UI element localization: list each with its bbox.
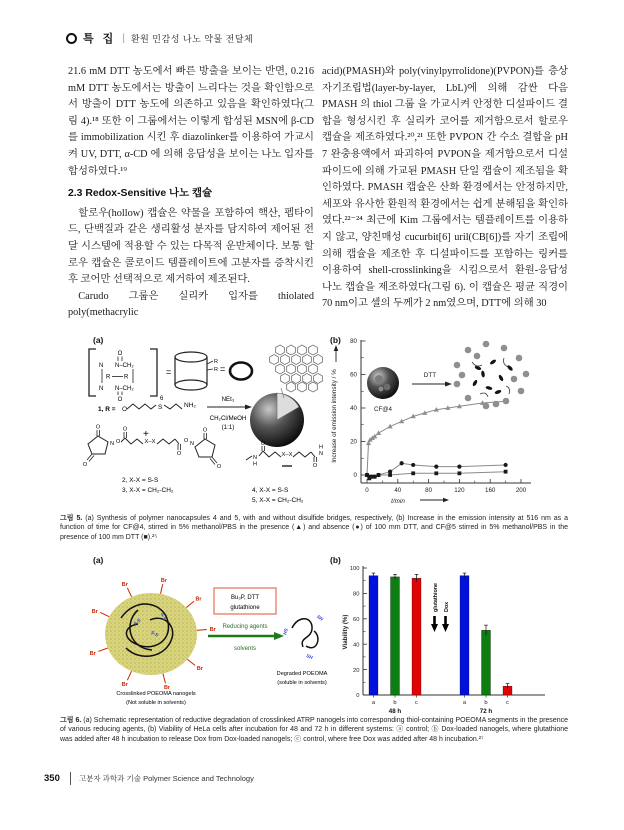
svg-text:DTT: DTT xyxy=(423,372,437,379)
svg-text:glutathione: glutathione xyxy=(230,605,260,611)
figure6a-schematic xyxy=(66,566,331,716)
figure5-caption-label: 그림 5. xyxy=(60,515,83,522)
svg-text:N: N xyxy=(253,455,257,461)
cucurbituril-unit xyxy=(89,349,164,403)
figure6-caption xyxy=(60,716,568,744)
svg-text:NEt₃: NEt₃ xyxy=(221,396,235,403)
svg-text:6: 6 xyxy=(160,396,164,402)
reaction-arrow xyxy=(207,396,252,431)
svg-text:N: N xyxy=(110,441,114,447)
svg-text:Br: Br xyxy=(209,627,216,634)
svg-text:CF@4: CF@4 xyxy=(374,406,392,413)
svg-text:N: N xyxy=(190,441,194,447)
paragraph: 할로우(hollow) 캡슐은 약물을 포함하여 핵산, 펩타이드, 단백질과 같은 생리활성 분자를 담지하여 제어된 전달 시스템에 적용할 수 있는 다목적 운반체이다. 보통 할로우 캡슐은 콜로이드 템플레이트에 고분자를 증착시킨 후 코어만 선택적으로 제거하여 제조된다. xyxy=(68,207,314,286)
svg-text:NH₂: NH₂ xyxy=(184,402,196,409)
right-schematic-caption2: (soluble in solvents) xyxy=(277,680,327,686)
svg-text:40: 40 xyxy=(350,405,357,413)
compound-3-label: 3, X-X = CH₂-CH₂ xyxy=(122,487,174,494)
compound-1 xyxy=(98,402,196,413)
figure6-panel-b-label: (b) xyxy=(330,555,341,565)
svg-text:H: H xyxy=(319,444,323,451)
svg-text:80: 80 xyxy=(425,487,433,494)
svg-text:O: O xyxy=(82,462,88,468)
footer-divider xyxy=(70,772,71,785)
right-schematic-caption: Degraded POEOMA xyxy=(276,671,328,677)
figure6-caption-text: (a) Schematic representation of reductive degradation of crosslinked ATRP nanogels into corresponding thiol-containing POEOMA segments in the presence of various reducing agents, (b) Viability of HeLa cells after incubation for 48 and 72 h in different systems: ⓐ control; ⓑ Dox-loaded nanogels, where glutathione was added after 48 h incubation to release Dox from Dox-loaded nanogels; ⓒ control, where free Dox was added after 48 h incubation.²⁷ xyxy=(60,717,568,743)
svg-text:Br: Br xyxy=(89,650,96,657)
svg-text:S-S: S-S xyxy=(132,617,142,627)
svg-text:N–CH₂: N–CH₂ xyxy=(115,386,134,392)
right-column xyxy=(322,64,568,313)
svg-text:N: N xyxy=(319,451,323,457)
left-schematic-caption2: (Not soluble in solvents) xyxy=(126,700,186,706)
degraded-chains xyxy=(282,614,324,660)
figure6-panel-a-label: (a) xyxy=(93,555,104,565)
svg-text:CH₂Cl/MeOH: CH₂Cl/MeOH xyxy=(209,415,247,422)
solvents-label: solvents xyxy=(233,646,257,652)
svg-text:Increase of emission intensity: Increase of emission intensity / % xyxy=(331,369,338,463)
svg-text:100: 100 xyxy=(349,566,360,573)
svg-text:40: 40 xyxy=(394,487,402,494)
compound-5-label: 5, X-X = CH₂-CH₂ xyxy=(252,497,304,504)
compound-2-3 xyxy=(83,425,222,471)
svg-text:N: N xyxy=(99,363,104,369)
svg-text:N–CH₂: N–CH₂ xyxy=(115,363,134,369)
svg-text:Br: Br xyxy=(91,608,98,615)
svg-text:SH: SH xyxy=(315,613,325,622)
svg-text:O: O xyxy=(216,464,222,470)
svg-text:O: O xyxy=(116,439,121,445)
svg-text:(1:1): (1:1) xyxy=(221,424,235,431)
nanocapsule-sphere xyxy=(250,388,304,447)
svg-text:1, R =: 1, R = xyxy=(98,406,116,413)
left-column xyxy=(68,64,314,322)
svg-text:Br: Br xyxy=(121,582,128,589)
svg-text:c: c xyxy=(415,700,418,706)
svg-text:R: R xyxy=(106,374,111,381)
svg-text:60: 60 xyxy=(350,371,357,379)
svg-text:b: b xyxy=(393,700,397,706)
cucurbituril-barrel xyxy=(175,352,218,390)
page-number: 350 xyxy=(44,773,60,784)
svg-text:a: a xyxy=(371,700,376,706)
svg-text:Dox: Dox xyxy=(444,601,450,612)
svg-text:80: 80 xyxy=(350,338,357,346)
svg-text:Bu₃P, DTT: Bu₃P, DTT xyxy=(230,595,260,601)
svg-text:c: c xyxy=(506,700,509,706)
figure5b-line-chart xyxy=(328,338,576,514)
green-reaction-arrow xyxy=(208,632,284,640)
figure6b-bar-chart xyxy=(338,562,578,717)
svg-text:160: 160 xyxy=(485,487,496,494)
reducing-agents-box xyxy=(214,588,276,614)
svg-text:a: a xyxy=(462,700,467,706)
feature-section-label: 특 집 xyxy=(83,33,117,45)
svg-text:O: O xyxy=(122,406,128,413)
svg-text:O: O xyxy=(117,351,123,357)
svg-text:0: 0 xyxy=(365,487,369,494)
figure6-caption-label: 그림 6. xyxy=(60,717,82,724)
section-heading: 2.3 Redox-Sensitive 나노 캡슐 xyxy=(68,188,213,200)
svg-text:R: R xyxy=(214,367,218,373)
svg-text:Br: Br xyxy=(195,596,202,603)
svg-text:t/min: t/min xyxy=(391,498,405,505)
svg-text:Br: Br xyxy=(160,578,167,585)
svg-text:R: R xyxy=(124,374,129,381)
svg-text:S: S xyxy=(158,404,163,411)
svg-text:O: O xyxy=(117,397,123,403)
svg-text:Viability (%): Viability (%) xyxy=(342,614,349,650)
svg-text:20: 20 xyxy=(353,667,360,674)
svg-text:S-S: S-S xyxy=(150,629,160,638)
paragraph: 21.6 mM DTT 농도에서 빠른 방출을 보이는 반면, 0.216 mM DTT 농도에서는 방출이 느리다는 것을 확인함으로서 방출이 DTT 농도에 의존하고 있음을 확인하였다(그림 4).¹⁸ 또한 이 그룹에서는 이렇게 합성된 MSN에 β-CD를 immobilization 시킨 후 diazolinker를 이용하여 가교시켜 UV, DTT, α-CD 에 의해 응답성을 보이는 나노 입자를 합성하였다.¹⁹ xyxy=(68,66,314,177)
figure5-panel-b-label: (b) xyxy=(330,335,341,345)
svg-text:Br: Br xyxy=(196,665,203,672)
paragraph: Carudo 그룹은 실리카 입자를 thiolated poly(methacrylic xyxy=(68,290,314,319)
page-footer xyxy=(44,772,254,785)
equals-sign: = xyxy=(220,364,226,374)
svg-text:S-S: S-S xyxy=(159,612,168,621)
reducing-agents-label: Reducing agents xyxy=(222,624,268,630)
left-schematic-caption: Crosslinked POEOMA nanogels xyxy=(116,691,196,697)
svg-text:20: 20 xyxy=(350,438,357,446)
svg-text:O: O xyxy=(202,427,208,434)
svg-text:R: R xyxy=(214,359,218,365)
svg-text:0: 0 xyxy=(356,693,360,700)
svg-text:O: O xyxy=(122,426,128,433)
svg-text:60: 60 xyxy=(353,617,360,623)
compound-4-label: 4, X-X = S-S xyxy=(252,487,289,494)
svg-text:X–X: X–X xyxy=(144,439,156,445)
header-divider: | xyxy=(122,32,125,44)
svg-text:80: 80 xyxy=(353,591,360,598)
figure5-caption-text: (a) Synthesis of polymer nanocapsules 4 and 5, with and without disulfide bridges, respectively, (b) Increase in the emission intensity at 516 nm as a function of time for CF@4, stirred in 5% methanol/PBS in the presence (▲) and absence (●) of 100 mm DTT, and CF@5 stirred in 5% methanol/PBS in the presence of 100 mm DTT (■).²⁵ xyxy=(60,515,568,541)
svg-text:O: O xyxy=(176,451,182,457)
equals-sign: = xyxy=(166,367,172,377)
svg-text:120: 120 xyxy=(454,487,465,494)
svg-text:O: O xyxy=(312,463,318,469)
svg-text:glutathione: glutathione xyxy=(433,582,439,612)
svg-text:O: O xyxy=(184,438,189,444)
page-header xyxy=(66,30,253,46)
hexagonal-lattice xyxy=(270,345,323,392)
svg-text:b: b xyxy=(484,700,488,706)
svg-text:72 h: 72 h xyxy=(479,708,493,715)
svg-text:Br: Br xyxy=(121,681,128,688)
svg-text:O: O xyxy=(95,424,101,431)
svg-text:SH: SH xyxy=(305,653,314,661)
svg-text:0: 0 xyxy=(353,472,357,480)
svg-text:200: 200 xyxy=(515,487,527,494)
figure5-caption xyxy=(60,514,568,542)
ring-symbol xyxy=(230,363,252,380)
figure5a-reaction-scheme xyxy=(70,344,323,512)
compound-2-label: 2, X-X = S-S xyxy=(122,477,159,484)
svg-text:40: 40 xyxy=(353,642,360,649)
svg-text:H: H xyxy=(253,461,257,468)
svg-text:Br: Br xyxy=(164,685,171,692)
feature-bullet-icon xyxy=(66,33,77,44)
plus-sign: + xyxy=(143,429,149,440)
paragraph: acid)(PMASH)와 poly(vinylpyrrolidone)(PVPON)를 층상자기조립법(layer-by-layer, LbL)에 의해 감싼 다음 PMASH 의 thiol 그룹 을 가교시켜 안정한 디설파이드 결합을 형성시킨 후 실리카 코어를 제거함으로서 할로우 캡슐을 제조하였다.²⁰,²¹ 또한 PVPON 간 수소 결합을 pH 7 완충용액에서 파괴하여 PVPON을 제거함으로서 디설파이드에 의해 가교된 PMASH 단일 캡슐이 제조됨을 확인하였다. PMASH 캡슐은 산화 환경에서는 안정하지만, 세포와 유사한 환원적 환경에서는 쉽게 분해됨을 확인하였다.²²⁻²⁴ 최근에 Kim 그룹에서는 템플레이트를 이용하지 않고, 양친매성 cucurbit[6] uril(CB[6])를 자기 조립에 의해 캡슐을 제조한 후 디설파이드를 포함하는 링커를 이용하여 shell-crosslinking을 시킴으로서 환원-응답성 나노 캡슐을 제조하였다(그림 6). 이 캡슐은 평균 직경이 70 nm이고 셀의 두께가 2 nm였으며, DTT에 의해 30 xyxy=(322,66,568,310)
svg-text:O: O xyxy=(260,441,266,447)
svg-text:N: N xyxy=(99,386,104,392)
feature-title: 환원 민감성 나노 약물 전달체 xyxy=(130,33,254,44)
svg-text:48 h: 48 h xyxy=(388,708,402,715)
svg-text:X–X: X–X xyxy=(281,452,293,458)
figure5-panel-a-label: (a) xyxy=(93,335,104,345)
journal-title: 고분자 과학과 기술 Polymer Science and Technology xyxy=(78,774,254,783)
svg-text:HS: HS xyxy=(282,627,289,636)
